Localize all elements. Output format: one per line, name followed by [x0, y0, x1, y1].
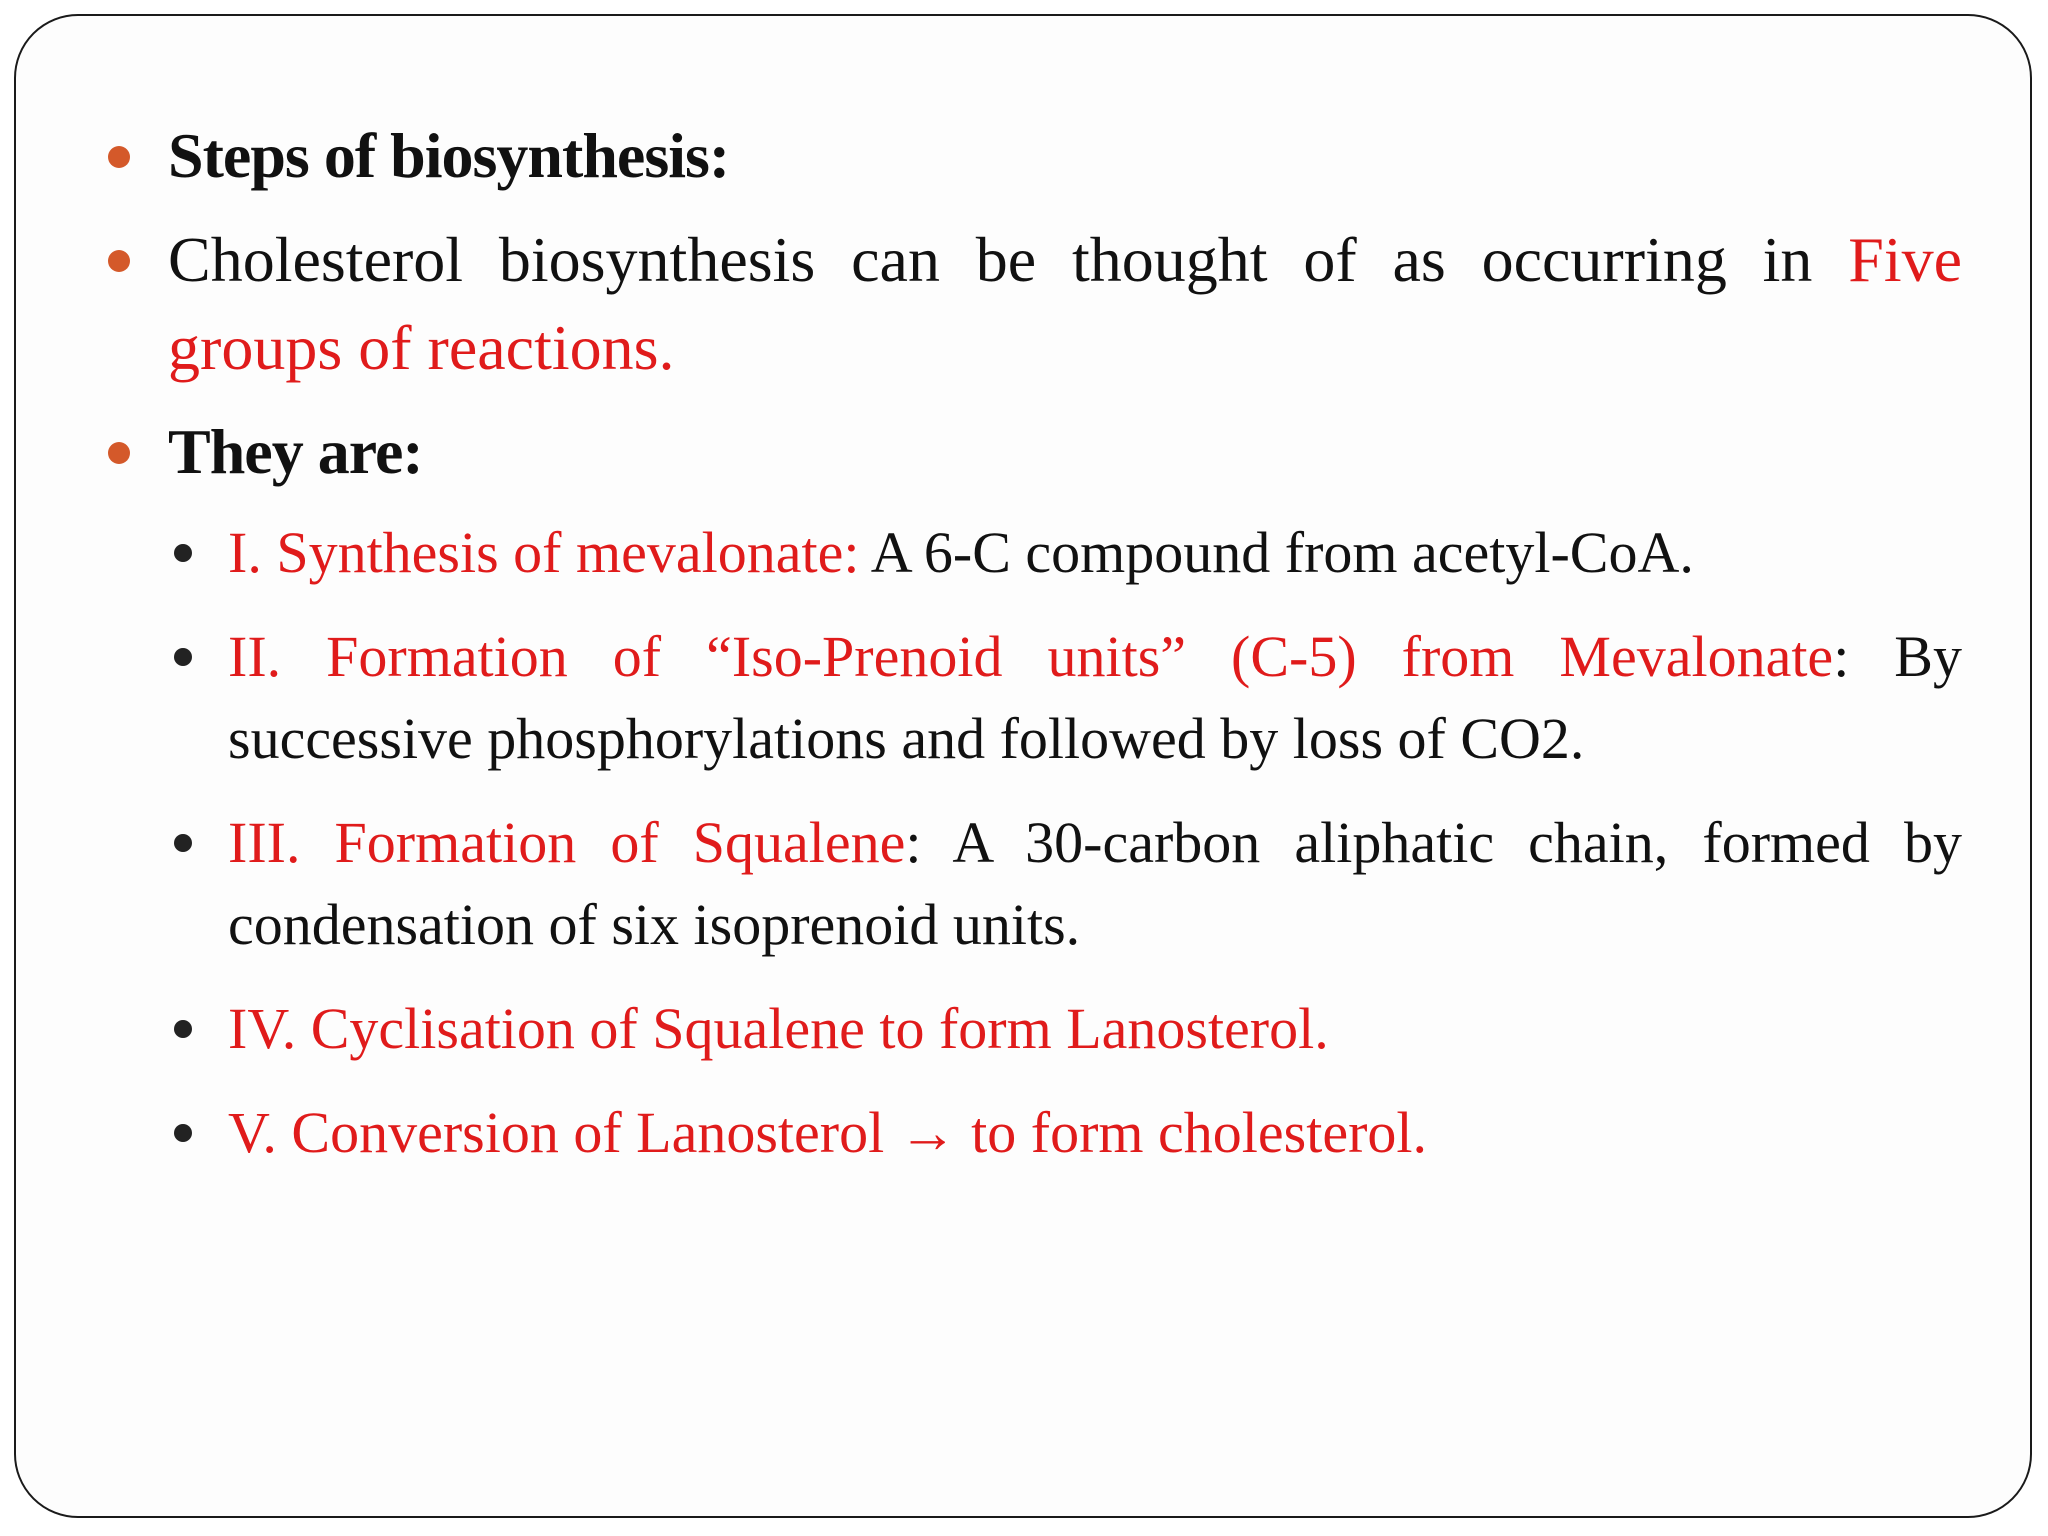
intro-highlight: Five groups of reactions.	[168, 224, 1962, 383]
step-item-4	[102, 988, 1962, 1070]
step-label: V. Conversion of Lanosterol → to form cholesterol.	[228, 1100, 1427, 1165]
step-text: : By successive phosphorylations and followed by loss of CO2.	[228, 624, 1962, 771]
bullet-dot-icon	[108, 442, 130, 464]
bullet-intro	[102, 216, 1962, 392]
slide-frame	[14, 14, 2032, 1518]
step-label: I. Synthesis of mevalonate:	[228, 520, 860, 585]
step-item-1	[102, 512, 1962, 594]
bullet-heading	[102, 112, 1962, 200]
sub-bullet-dot-icon	[174, 648, 192, 666]
step-item-3	[102, 802, 1962, 966]
sub-bullet-dot-icon	[174, 1124, 192, 1142]
subheading-text: They are:	[168, 416, 423, 487]
bullet-dot-icon	[108, 146, 130, 168]
step-item-5	[102, 1092, 1962, 1174]
sub-bullet-dot-icon	[174, 544, 192, 562]
sub-bullet-dot-icon	[174, 834, 192, 852]
step-label: III. Formation of Squalene	[228, 810, 906, 875]
sub-bullet-dot-icon	[174, 1020, 192, 1038]
intro-text: Cholesterol biosynthesis can be thought of as occurring in	[168, 224, 1849, 295]
step-label: IV. Cyclisation of Squalene to form Lanosterol.	[228, 996, 1329, 1061]
bullet-dot-icon	[108, 250, 130, 272]
heading-text: Steps of biosynthesis:	[168, 120, 730, 191]
step-label: II. Formation of “Iso-Prenoid units” (C-5) from Mevalonate	[228, 624, 1834, 689]
step-text: : A 30-carbon aliphatic chain, formed by condensation of six isoprenoid units.	[228, 810, 1962, 957]
step-item-2	[102, 616, 1962, 780]
bullet-subheading	[102, 408, 1962, 496]
step-text: A 6-C compound from acetyl-CoA.	[859, 520, 1694, 585]
slide-content	[102, 112, 1962, 1196]
